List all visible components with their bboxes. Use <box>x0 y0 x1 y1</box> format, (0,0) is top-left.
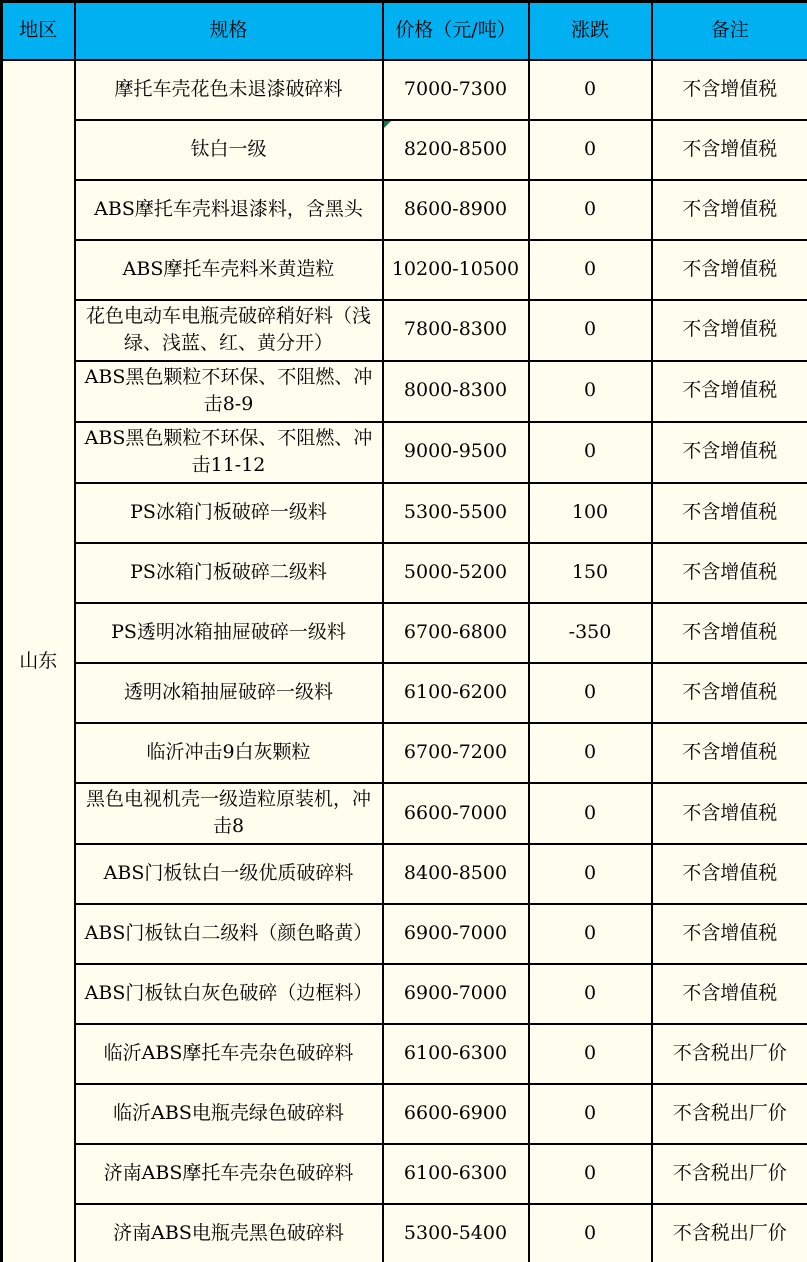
change-cell <box>529 844 652 904</box>
spec-cell <box>75 422 383 483</box>
change-cell <box>529 361 652 422</box>
change-cell-text: 0 <box>583 379 597 402</box>
spec-cell <box>75 361 383 422</box>
note-cell <box>652 964 807 1024</box>
spec-cell-text: ABS摩托车壳料米黄造粒 <box>122 257 335 280</box>
change-cell <box>529 904 652 964</box>
note-cell <box>652 120 807 180</box>
note-cell <box>652 783 807 844</box>
price-cell <box>383 603 529 663</box>
note-cell-text: 不含增值税 <box>682 561 778 583</box>
spec-cell <box>75 663 383 723</box>
price-cell-text: 6100-6300 <box>403 1162 508 1185</box>
change-cell <box>529 1084 652 1144</box>
region-label: 山东 <box>19 649 58 672</box>
price-cell-text: 9000-9500 <box>403 440 508 463</box>
change-cell <box>529 1024 652 1084</box>
price-cell <box>383 1084 529 1144</box>
change-cell-text: 0 <box>583 862 597 885</box>
header-row <box>2 2 807 60</box>
note-cell-text: 不含增值税 <box>682 379 778 402</box>
spec-cell-text: 济南ABS摩托车壳杂色破碎料 <box>103 1162 354 1185</box>
note-cell-text: 不含增值税 <box>682 741 778 763</box>
price-cell <box>383 1024 529 1084</box>
spec-cell-text: 钛白一级 <box>190 137 267 160</box>
spec-cell <box>75 904 383 964</box>
price-cell-text: 6900-7000 <box>403 922 508 945</box>
price-cell-text: 7800-8300 <box>403 318 508 341</box>
note-cell-text: 不含增值税 <box>682 922 778 945</box>
change-cell-text: 0 <box>583 1162 597 1185</box>
note-cell <box>652 844 807 904</box>
note-cell <box>652 1144 807 1204</box>
change-cell <box>529 723 652 783</box>
price-cell <box>383 663 529 723</box>
table-row <box>2 1024 807 1084</box>
table-row <box>2 603 807 663</box>
note-cell-text: 不含增值税 <box>682 197 778 220</box>
change-cell-text: 0 <box>583 922 597 945</box>
spec-cell <box>75 1204 383 1262</box>
note-cell-text: 不含税出厂价 <box>672 1042 787 1065</box>
spec-cell <box>75 1144 383 1204</box>
spec-cell-text: 花色电动车电瓶壳破碎稍好料（浅绿、浅蓝、红、黄分开） <box>85 304 371 355</box>
note-cell <box>652 60 807 120</box>
column-header-change: 涨跌 <box>529 2 652 60</box>
note-cell <box>652 603 807 663</box>
change-cell-text: 0 <box>583 197 597 220</box>
note-cell <box>652 723 807 783</box>
note-cell <box>652 180 807 240</box>
spec-cell-text: 济南ABS电瓶壳黑色破碎料 <box>113 1221 344 1244</box>
change-cell-text: 0 <box>583 982 597 1005</box>
price-cell <box>383 300 529 361</box>
spec-cell <box>75 1084 383 1144</box>
table-row <box>2 1144 807 1204</box>
price-cell-text: 8200-8500 <box>403 137 508 160</box>
change-cell-text: 0 <box>583 681 597 703</box>
price-cell <box>383 422 529 483</box>
change-cell-text: 0 <box>583 440 597 463</box>
change-cell <box>529 783 652 844</box>
table-row <box>2 904 807 964</box>
change-cell <box>529 483 652 543</box>
price-cell <box>383 361 529 422</box>
spec-cell-text: 黑色电视机壳一级造粒原装机，冲击8 <box>85 787 371 838</box>
price-cell <box>383 543 529 603</box>
note-cell <box>652 361 807 422</box>
change-cell <box>529 300 652 361</box>
table-row <box>2 422 807 483</box>
note-cell <box>652 1024 807 1084</box>
spec-cell <box>75 783 383 844</box>
spec-cell-text: ABS黑色颗粒不环保、不阻燃、冲击11-12 <box>84 426 373 477</box>
spec-cell-text: 临沂ABS电瓶壳绿色破碎料 <box>113 1102 344 1125</box>
change-cell-text: 0 <box>583 1042 597 1065</box>
spec-cell <box>75 483 383 543</box>
note-cell-text: 不含增值税 <box>682 318 778 341</box>
note-cell <box>652 483 807 543</box>
note-cell-text: 不含增值税 <box>682 257 778 280</box>
price-cell-text: 8600-8900 <box>403 197 508 220</box>
price-cell-text: 6900-7000 <box>403 982 508 1005</box>
price-cell-text: 6700-7200 <box>403 741 508 763</box>
spec-cell-text: ABS黑色颗粒不环保、不阻燃、冲击8-9 <box>84 365 373 416</box>
note-cell-text: 不含增值税 <box>682 801 778 824</box>
change-cell-text: 100 <box>571 501 609 523</box>
table-row <box>2 543 807 603</box>
spec-cell <box>75 300 383 361</box>
price-cell <box>383 60 529 120</box>
price-cell-text: 6600-6900 <box>403 1102 508 1125</box>
change-cell <box>529 964 652 1024</box>
change-cell-text: 0 <box>583 1221 597 1244</box>
change-cell-text: 0 <box>583 801 597 824</box>
change-cell <box>529 240 652 300</box>
note-cell <box>652 904 807 964</box>
spec-cell <box>75 60 383 120</box>
price-cell <box>383 180 529 240</box>
note-cell <box>652 543 807 603</box>
column-header-note: 备注 <box>652 2 807 60</box>
change-cell-text: 0 <box>583 318 597 341</box>
price-cell <box>383 844 529 904</box>
change-cell-text: 150 <box>571 561 609 583</box>
note-cell-text: 不含增值税 <box>682 862 778 885</box>
table-row <box>2 180 807 240</box>
price-cell <box>383 964 529 1024</box>
spec-cell-text: PS透明冰箱抽屉破碎一级料 <box>111 621 346 643</box>
price-cell-text: 6100-6200 <box>403 681 508 703</box>
table-row <box>2 240 807 300</box>
spec-cell-text: 临沂冲击9白灰颗粒 <box>146 741 311 763</box>
note-cell <box>652 1084 807 1144</box>
table-row <box>2 300 807 361</box>
spec-cell-text: PS冰箱门板破碎一级料 <box>130 501 327 523</box>
table-row <box>2 723 807 783</box>
region-cell <box>2 60 75 1262</box>
note-cell-text: 不含增值税 <box>682 440 778 463</box>
note-cell <box>652 663 807 723</box>
change-cell <box>529 60 652 120</box>
note-cell-text: 不含增值税 <box>682 681 778 703</box>
column-header-region: 地区 <box>2 2 75 60</box>
spec-cell <box>75 603 383 663</box>
spec-cell <box>75 844 383 904</box>
column-header-price: 价格（元/吨） <box>383 2 529 60</box>
price-cell-text: 7000-7300 <box>403 77 508 100</box>
note-cell-text: 不含增值税 <box>682 982 778 1005</box>
change-cell <box>529 422 652 483</box>
column-header-spec: 规格 <box>75 2 383 60</box>
change-cell <box>529 1204 652 1262</box>
change-cell-text: 0 <box>583 1102 597 1125</box>
price-cell <box>383 723 529 783</box>
table-row <box>2 964 807 1024</box>
spec-cell-text: ABS门板钛白一级优质破碎料 <box>103 862 354 885</box>
table-header <box>2 2 807 60</box>
comment-marker-icon <box>384 121 391 128</box>
change-cell-text: 0 <box>583 257 597 280</box>
table-row <box>2 783 807 844</box>
note-cell <box>652 300 807 361</box>
spec-cell-text: 临沂ABS摩托车壳杂色破碎料 <box>103 1042 354 1065</box>
price-cell <box>383 120 529 180</box>
change-cell <box>529 663 652 723</box>
price-cell <box>383 904 529 964</box>
note-cell-text: 不含税出厂价 <box>672 1162 787 1185</box>
spec-cell-text: ABS门板钛白二级料（颜色略黄） <box>84 922 373 945</box>
note-cell-text: 不含税出厂价 <box>672 1102 787 1125</box>
table-body <box>2 60 807 1262</box>
price-cell-text: 10200-10500 <box>391 257 520 280</box>
spec-cell <box>75 1024 383 1084</box>
change-cell-text: -350 <box>568 621 612 643</box>
spec-cell <box>75 723 383 783</box>
price-cell-text: 6700-6800 <box>403 621 508 643</box>
spec-cell-text: 透明冰箱抽屉破碎一级料 <box>123 681 333 703</box>
note-cell <box>652 240 807 300</box>
spec-cell-text: 摩托车壳花色未退漆破碎料 <box>114 77 343 100</box>
table-row <box>2 361 807 422</box>
spec-cell <box>75 240 383 300</box>
note-cell-text: 不含增值税 <box>682 621 778 643</box>
spec-cell <box>75 120 383 180</box>
price-cell-text: 6100-6300 <box>403 1042 508 1065</box>
price-cell <box>383 483 529 543</box>
change-cell-text: 0 <box>583 741 597 763</box>
table-row <box>2 60 807 120</box>
spec-cell <box>75 964 383 1024</box>
change-cell <box>529 603 652 663</box>
spec-cell-text: ABS摩托车壳料退漆料，含黑头 <box>94 197 363 220</box>
change-cell-text: 0 <box>583 137 597 160</box>
price-cell-text: 8400-8500 <box>403 862 508 885</box>
note-cell <box>652 1204 807 1262</box>
table-row <box>2 120 807 180</box>
change-cell <box>529 120 652 180</box>
spec-cell-text: PS冰箱门板破碎二级料 <box>130 561 327 583</box>
price-cell <box>383 240 529 300</box>
table-row <box>2 483 807 543</box>
table-row <box>2 1084 807 1144</box>
price-cell-text: 5300-5500 <box>403 501 508 523</box>
note-cell <box>652 422 807 483</box>
price-cell-text: 8000-8300 <box>403 379 508 402</box>
price-cell <box>383 1144 529 1204</box>
spec-cell <box>75 543 383 603</box>
change-cell <box>529 180 652 240</box>
table-row <box>2 663 807 723</box>
note-cell-text: 不含增值税 <box>682 501 778 523</box>
change-cell <box>529 1144 652 1204</box>
note-cell-text: 不含增值税 <box>682 77 778 100</box>
price-cell-text: 6600-7000 <box>403 801 508 824</box>
table-row <box>2 1204 807 1262</box>
change-cell-text: 0 <box>583 77 597 100</box>
price-cell-text: 5000-5200 <box>403 561 508 583</box>
spec-cell <box>75 180 383 240</box>
note-cell-text: 不含税出厂价 <box>672 1221 787 1244</box>
price-cell <box>383 783 529 844</box>
price-cell <box>383 1204 529 1262</box>
price-cell-text: 5300-5400 <box>403 1221 508 1244</box>
spec-cell-text: ABS门板钛白灰色破碎（边框料） <box>84 982 373 1005</box>
note-cell-text: 不含增值税 <box>682 137 778 160</box>
table-row <box>2 844 807 904</box>
change-cell <box>529 543 652 603</box>
